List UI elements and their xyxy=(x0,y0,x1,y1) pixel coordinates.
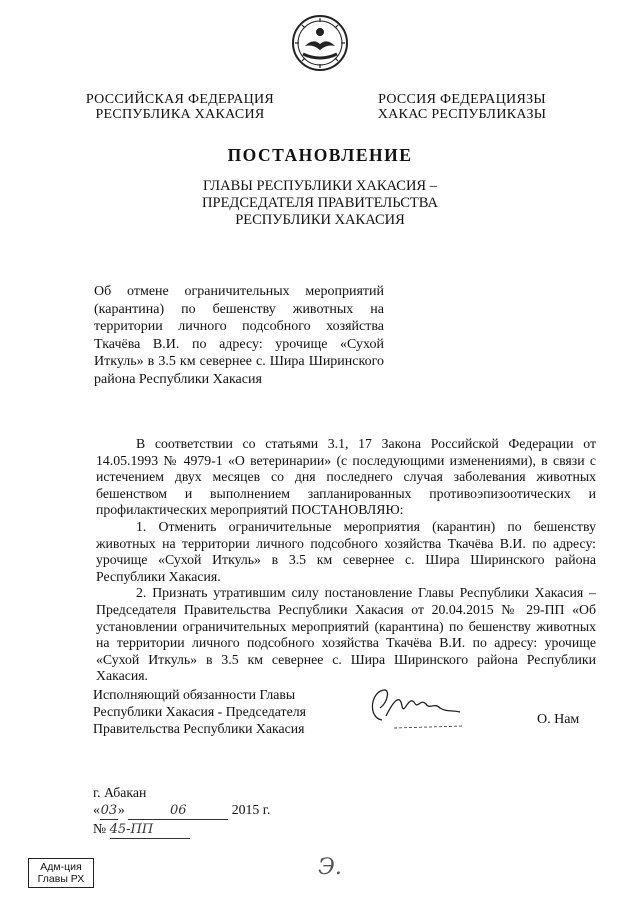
header-left-line-1: РОССИЙСКАЯ ФЕДЕРАЦИЯ xyxy=(85,92,275,107)
body-item-1: 1. Отменить ограничительные мероприятия (карантин) по бешенству животных на территории личного подсобного хозяйства Ткачёва В.И. по адресу: урочище «Сухой Иткуль» в 3.5 км севернее с. Шира Ширинского района Республики Хакасия. xyxy=(96,518,596,584)
document-title: ПОСТАНОВЛЕНИЕ xyxy=(227,145,413,165)
subtitle-line-1: ГЛАВЫ РЕСПУБЛИКИ ХАКАСИЯ – xyxy=(203,178,437,194)
date-open-quote: « xyxy=(93,802,100,817)
handwritten-signature xyxy=(360,680,490,740)
header-right xyxy=(372,92,552,122)
document-subject: Об отмене ограничительных мероприятий (карантина) по бешенству животных на территории личного подсобного хозяйства Ткачёва В.И. по адресу: урочище «Сухой Иткуль» в 3.5 км севернее с. Шира Ширинского района Республики Хакасия xyxy=(94,284,384,387)
stamp-line-1: Адм-ция xyxy=(40,861,82,873)
number-prefix: № xyxy=(93,821,107,836)
date-line xyxy=(93,801,270,820)
date-day: 03 xyxy=(100,803,118,818)
date-close-quote: » xyxy=(117,802,125,817)
header-right-line-1: РОССИЯ ФЕДЕРАЦИЯЗЫ xyxy=(378,92,546,107)
registration-stamp xyxy=(28,858,94,888)
document-body xyxy=(96,436,596,685)
date-year: 2015 г. xyxy=(231,802,271,817)
signatory-position xyxy=(93,686,306,737)
signatory-name: О. Нам xyxy=(537,712,580,727)
subtitle-line-3: РЕСПУБЛИКИ ХАКАСИЯ xyxy=(235,212,405,228)
header-left xyxy=(80,92,280,122)
signatory-position-line-1: Исполняющий обязанности Главы xyxy=(93,687,296,702)
number-value: 45-ПП xyxy=(110,821,190,839)
signatory-position-line-2: Республики Хакасия - Председателя xyxy=(93,704,306,719)
coat-of-arms-emblem xyxy=(291,14,349,72)
handwritten-initial: Э. xyxy=(318,855,342,880)
signatory-position-line-3: Правительства Республики Хакасия xyxy=(93,721,305,736)
place-date-number xyxy=(93,784,270,839)
number-line xyxy=(93,820,270,839)
header-left-line-2: РЕСПУБЛИКА ХАКАСИЯ xyxy=(95,107,265,122)
body-item-2: 2. Признать утратившим силу постановление Главы Республики Хакасия – Председателя Правительства Республики Хакасия от 20.04.2015 № 29-ПП «Об установлении ограничительных мероприятий (карантина) по бешенству животных на территории личного подсобного хозяйства Ткачёва В.И. по адресу: урочище «Сухой Иткуль» в 3.5 км севернее с. Шира Ширинского района Республики Хакасия. xyxy=(96,585,596,684)
body-intro: В соответствии со статьями 3.1, 17 Закона Российской Федерации от 14.05.1993 № 4979-1 «О ветеринарии» (с последующими изменениями), в связи с истечением двух месяцев со дня последнего случая заболевания животных бешенством и выполнением запланированных противоэпизоотических и профилактических мероприятий ПОСТАНОВЛЯЮ: xyxy=(96,436,596,518)
header-right-line-2: ХАКАС РЕСПУБЛИКАЗЫ xyxy=(377,107,547,122)
stamp-line-2: Главы РХ xyxy=(37,873,85,885)
subtitle-line-2: ПРЕДСЕДАТЕЛЯ ПРАВИТЕЛЬСТВА xyxy=(202,195,438,211)
date-month: 06 xyxy=(128,802,228,820)
document-subtitle xyxy=(0,178,640,229)
place: г. Абакан xyxy=(93,785,147,800)
